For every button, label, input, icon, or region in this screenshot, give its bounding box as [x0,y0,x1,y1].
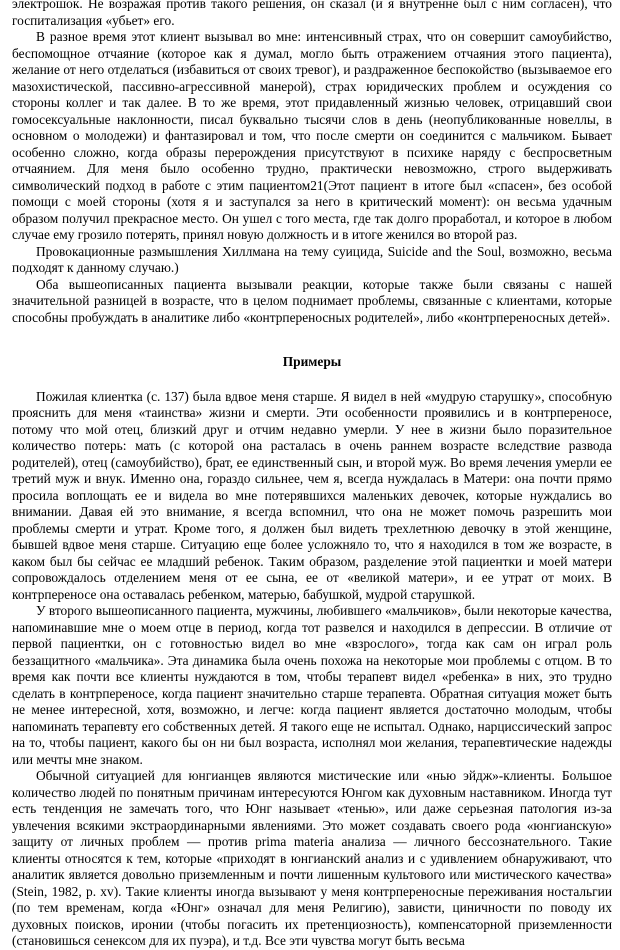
paragraph: Провокационные размышления Хиллмана на тему суицида, Suicide and the Soul, возможно, весьма подходят к данному случаю.) [12,243,612,275]
paragraph: электрошок. Не возражая против такого решения, он сказал (и я внутренне был с ним согласен), что госпитализация «убьет» его. [12,0,612,28]
paragraph: Обычной ситуацией для юнгианцев являются мистические или «нью эйдж»-клиенты. Большое количество людей по понятным причинам интересуются Юнгом как духовным наставником. Иногда тут есть тенденция не замечать того, что Юнг называет «тенью», или даже серьезная патология из-за увлечения всякими экстраординарными явлениями. Это может создавать своего рода «юнгианскую» защиту от личных проблем — против prima materia анализа — личного бессознательного. Такие клиенты относятся к тем, которые «приходят в юнгианский анализ и с удивлением обнаруживают, что аналитик является довольно приземленным и почти лишенным культового или мистического качества» (Stein, 1982, p. xv). Такие клиенты иногда вызывают у меня контрпереносные переживания ностальгии (по тем временам, когда «Юнг» означал для меня Религию), зависти, циничности по поводу их духовных поисков, иронии (чтобы погасить их претенциозность), компенсаторной приземленности (становишься сенексом для их пуэра), и т.д. Все эти чувства могут быть весьма [12,768,612,948]
paragraph: Оба вышеописанных пациента вызывали реакции, которые также были связаны с нашей значительной разницей в возрасте, что в целом поднимает проблемы, связанные с клиентами, которые способны пробуждать в аналитике либо «контрпереносных родителей», либо «контрпереносных детей». [12,276,612,325]
section-heading: Примеры [282,354,342,369]
paragraph: В разное время этот клиент вызывал во мне: интенсивный страх, что он совершит самоубийство, беспомощное отчаяние (которое как я думал, могло быть отражением отчаяния этого пациента), желание от него отделаться (избавиться от своих тревог), и раздраженное беспокойство (вызываемое его мазохистической, пассивно-агрессивной манерой), страх юридических проблем и осуждения со стороны коллег и так далее. В то же время, этот придавленный жизнью человек, отрицавший свои гомосексуальные наклонности, писал буквально тысячи слов в день (неопубликованные новеллы, в основном о молодежи) и фантазировал и том, что после смерти он соединится с мальчиком. Бывает особенно сложно, когда образы перерождения присутствуют в психике наряду с беспросветным отчаянием. Для меня было особенно трудно, практически невозможно, строго выдерживать символический подход в работе с этим пациентом21(Этот пациент в итоге был «спасен», без особой помощи с моей стороны (хотя я и заступался за него в критический момент): он весьма удачным образом получил прекрасное место. Он ушел с того места, где так долго проработал, и которое в любом случае ему грозило потерять, принял новую должность и в итоге женился во второй раз. [12,29,612,242]
paragraph: Пожилая клиентка (с. 137) была вдвое меня старше. Я видел в ней «мудрую старушку», способную прояснить для меня «таинства» жизни и смерти. Эти особенности проявились и в контрпереносе, потому что мой отец, близкий друг и отчим недавно умерли. У нее в жизни было поразительное количество потерь: мать (с которой она расталась в очень раннем возрасте вследствие развода родителей), отец (самоубийство), брат, ее единственный сын, и второй муж. Во время лечения умерли ее третий муж и внук. Именно она, гораздо сильнее, чем я, всегда нуждалась в Матери: она почти прямо просила воплощать ее и видела во мне потерявшихся маленьких девочек, которые нуждались во внимании. Давая ей это внимание, я всегда вспомнил, что она не может помочь разрешить мои проблемы смерти и утрат. Кроме того, я должен был видеть трехлетнюю девочку в этой женщине, бывшей вдвое меня старше. Ситуацию еще более усложняло то, что я находился в том же возрасте, в каком был бы сейчас ее младший ребенок. Таким образом, разделение этой пациентки и моей матери сопровождалось отделением меня от ее сына, ее от «великой матери», и ее утрат от моих. В контрпереносе она оставалась ребенком, матерью, бабушкой, мудрой старушкой. [12,388,612,602]
document-page [12,0,612,950]
paragraph: У второго вышеописанного пациента, мужчины, любившего «мальчиков», были некоторые качества, напоминавшие мне о моем отце в период, когда тот развелся и находился в депрессии. В отличие от первой пациентки, он с готовностью видел во мне «взрослого», тогда как сам он играл роль беззащитного «мальчика». Эта динамика была очень похожа на некоторые мои проблемы с отцом. В то время как почти все клиенты нуждаются в том, чтобы терапевт видел «ребенка» в них, это трудно сделать в контрпереносе, когда пациент значительно старше терапевта. Обратная ситуация может быть не менее интересной, хотя, возможно, и легче: когда пациент является достаточно молодым, чтобы напоминать терапевту его собственных детей. Я такого еще не испытал. Однако, нарциссический запрос на то, чтобы пациент, какого бы он ни был возраста, исполнял мои желания, терапевтические надежды или мечты мне знаком. [12,603,612,767]
